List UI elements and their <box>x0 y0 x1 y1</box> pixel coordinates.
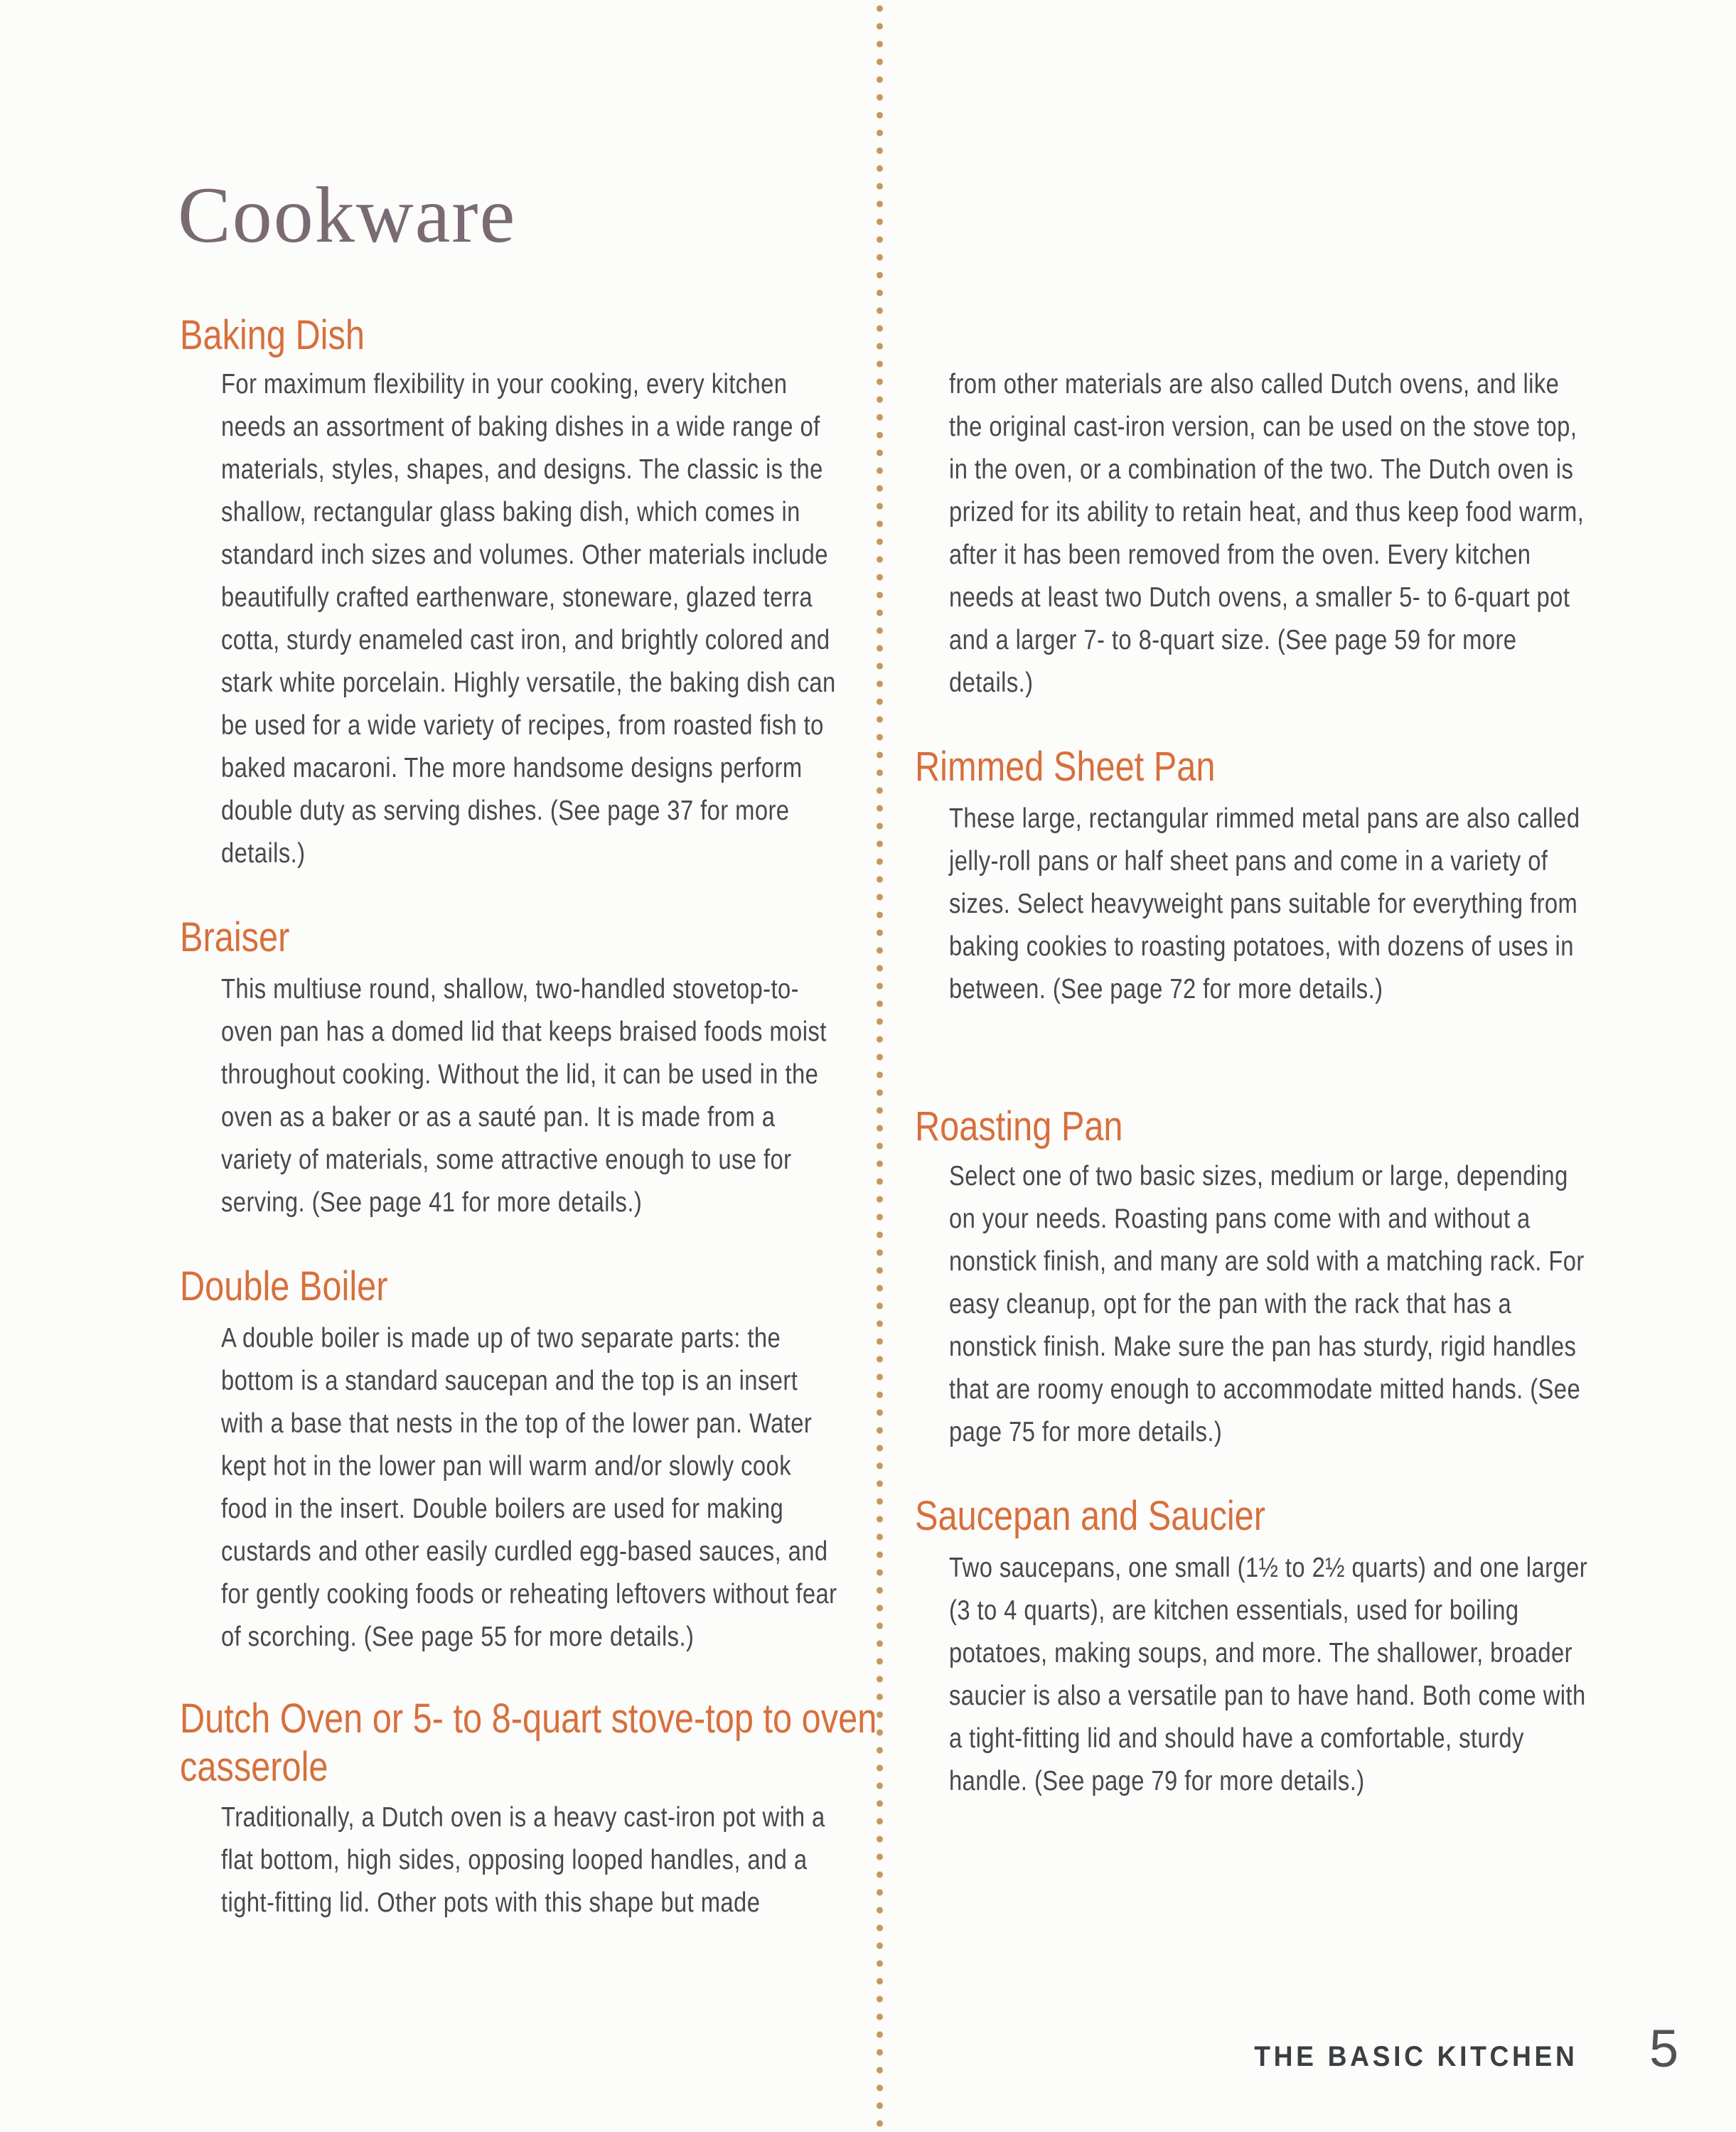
section-heading-saucepan-and-saucier: Saucepan and Saucier <box>915 1493 1265 1539</box>
section-heading-double-boiler: Double Boiler <box>180 1263 388 1309</box>
section-heading-braiser: Braiser <box>180 914 290 960</box>
section-heading-roasting-pan: Roasting Pan <box>915 1103 1123 1150</box>
section-body-dutch-oven: Traditionally, a Dutch oven is a heavy cast-iron pot with a flat bottom, high sides, opposing looped handles, and a tight-fitting lid. Other pots with this shape but made <box>221 1802 825 1918</box>
section-heading-baking-dish: Baking Dish <box>180 312 365 358</box>
page-title: Cookware <box>178 171 517 259</box>
section-body-saucepan-and-saucier: Two saucepans, one small (1½ to 2½ quarts) and one larger (3 to 4 quarts), are kitchen essentials, used for boiling potatoes, making soups, and more. The shallower, broader saucier is also a versatile pan to have hand. Both come with a tight-fitting lid and should have a comfortable, sturdy handle. (See page 79 for more details.) <box>949 1553 1588 1796</box>
section-heading-rimmed-sheet-pan: Rimmed Sheet Pan <box>915 744 1216 790</box>
page-number: 5 <box>1649 2019 1679 2078</box>
section-body-baking-dish: For maximum flexibility in your cooking, every kitchen needs an assortment of baking dishes in a wide range of materials, styles, shapes, and designs. The classic is the shallow, rectangular glass baking dish, which comes in standard inch sizes and volumes. Other materials include beautifully crafted earthenware, stoneware, glazed terra cotta, sturdy enameled cast iron, and brightly colored and stark white porcelain. Highly versatile, the baking dish can be used for a wide variety of recipes, from roasted fish to baked macaroni. The more handsome designs perform double duty as serving dishes. (See page 37 for more details.) <box>221 369 836 869</box>
section-heading-dutch-oven: Dutch Oven or 5- to 8-quart stove-top to oven casserole <box>180 1696 877 1790</box>
footer-running-head: THE BASIC KITCHEN <box>1253 2041 1577 2072</box>
section-body-dutch-oven-continued: from other materials are also called Dutch ovens, and like the original cast-iron version, can be used on the stove top, in the oven, or a combination of the two. The Dutch oven is prized for its ability to retain heat, and thus keep food warm, after it has been removed from the oven. Every kitchen needs at least two Dutch ovens, a smaller 5- to 6-quart pot and a larger 7- to 8-quart size. (See page 59 for more details.) <box>949 369 1585 698</box>
section-body-braiser: This multiuse round, shallow, two-handled stovetop-to-oven pan has a domed lid that keeps braised foods moist throughout cooking. Without the lid, it can be used in the oven as a baker or as a sauté pan. It is made from a variety of materials, some attractive enough to use for serving. (See page 41 for more details.) <box>221 974 827 1218</box>
section-body-roasting-pan: Select one of two basic sizes, medium or large, depending on your needs. Roasting pans come with and without a nonstick finish, and many are sold with a matching rack. For easy cleanup, opt for the pan with the rack that has a nonstick finish. Make sure the pan has sturdy, rigid handles that are roomy enough to accommodate mitted hands. (See page 75 for more details.) <box>949 1161 1585 1447</box>
section-body-rimmed-sheet-pan: These large, rectangular rimmed metal pans are also called jelly-roll pans or half sheet pans and come in a variety of sizes. Select heavyweight pans suitable for everything from baking cookies to roasting potatoes, with dozens of uses in between. (See page 72 for more details.) <box>949 803 1580 1005</box>
section-body-double-boiler: A double boiler is made up of two separate parts: the bottom is a standard saucepan and the top is an insert with a base that nests in the top of the lower pan. Water kept hot in the lower pan will warm and/or slowly cook food in the insert. Double boilers are used for making custards and other easily curdled egg-based sauces, and for gently cooking foods or reheating leftovers without fear of scorching. (See page 55 for more details.) <box>221 1323 837 1652</box>
